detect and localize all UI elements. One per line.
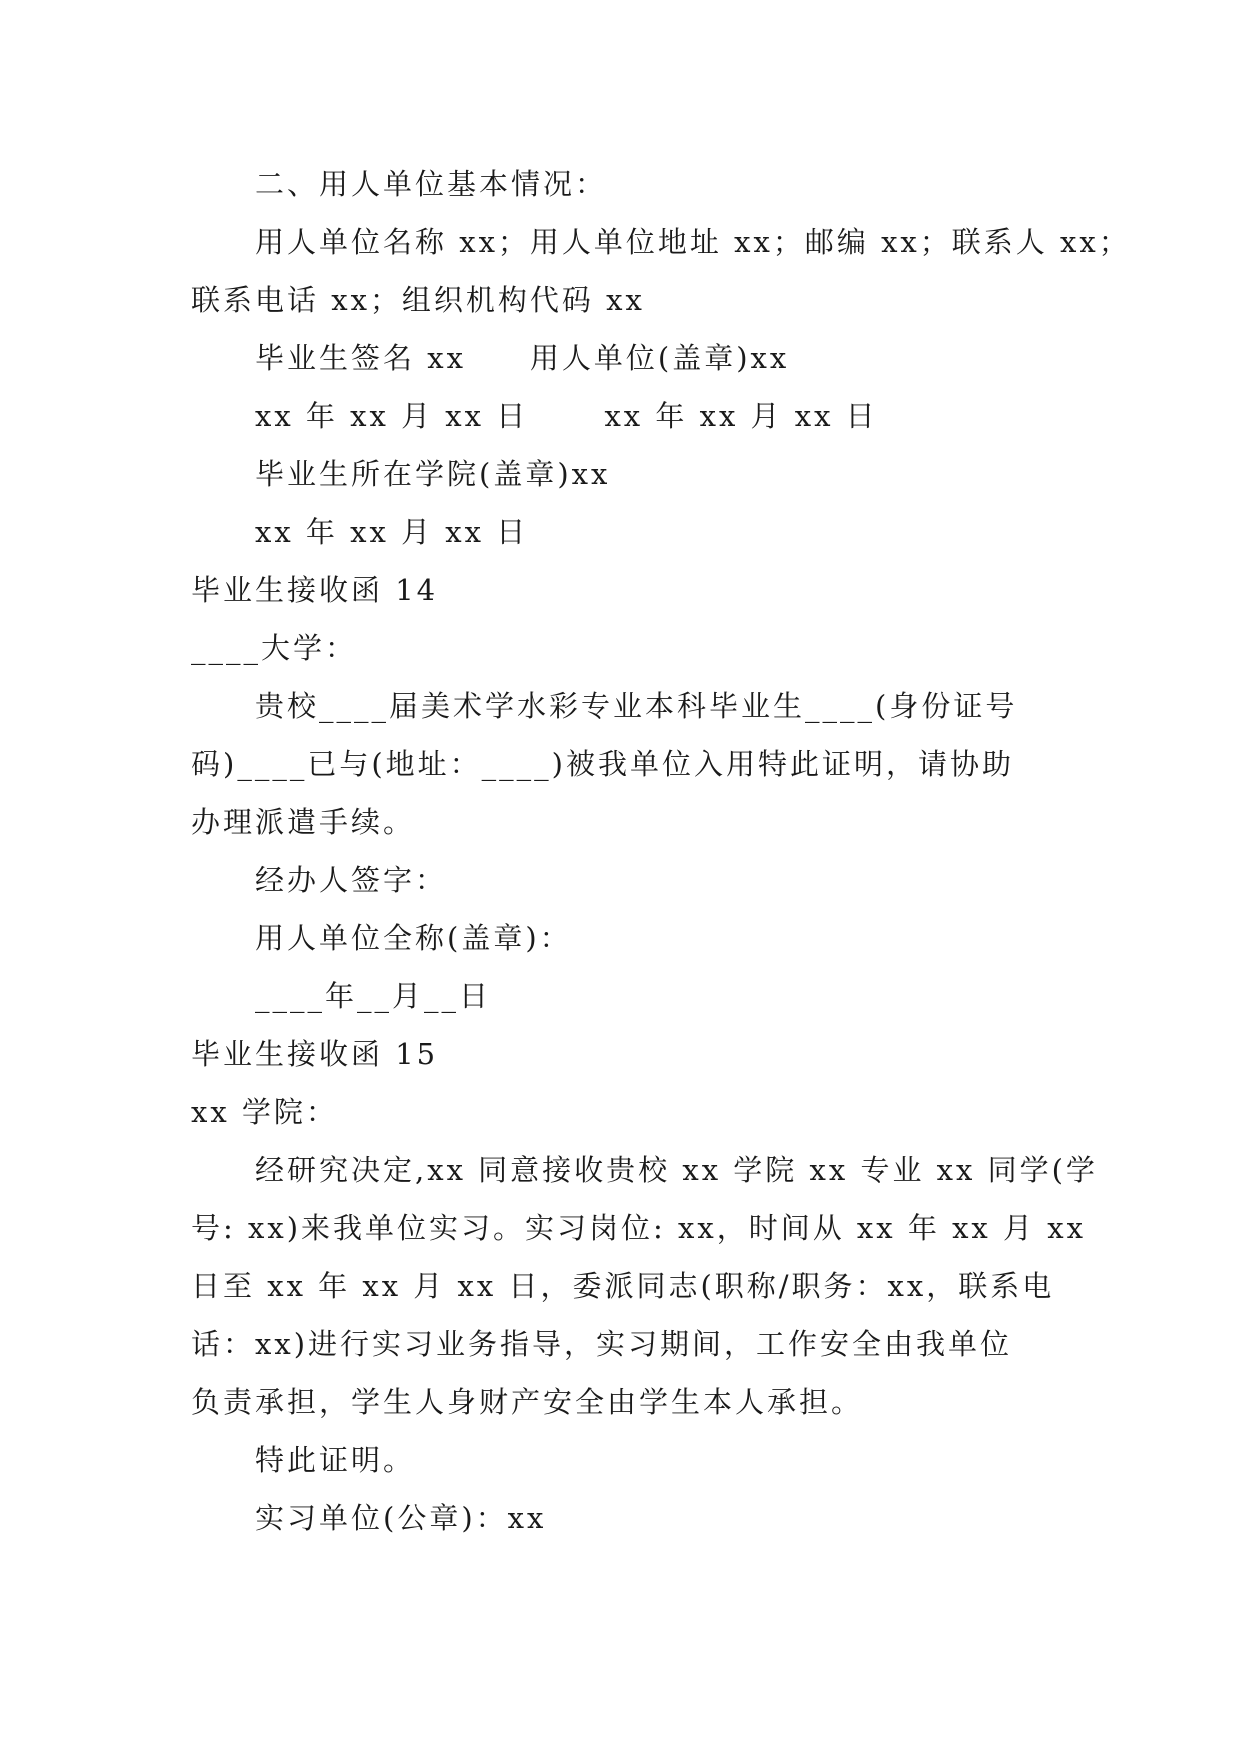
text-line: 经研究决定,xx 同意接收贵校 xx 学院 xx 专业 xx 同学(学 [255, 1153, 1098, 1187]
salutation: xx 学院： [191, 1095, 338, 1129]
text-line: 联系电话 xx；组织机构代码 xx [191, 283, 645, 317]
text-line: 办理派遣手续。 [191, 805, 416, 839]
text-line: 负责承担，学生人身财产安全由学生本人承担。 [191, 1385, 864, 1419]
signature-line: 用人单位全称(盖章)： [255, 921, 572, 955]
signature-line: 经办人签字： [255, 863, 448, 897]
text-line: 话：xx)进行实习业务指导，实习期间，工作安全由我单位 [191, 1327, 1013, 1361]
signature-line: 毕业生所在学院(盖章)xx [255, 457, 611, 491]
date-line: ____年__月__日 [255, 979, 492, 1013]
closing-line: 特此证明。 [255, 1443, 416, 1477]
letter-title: 毕业生接收函 15 [191, 1037, 439, 1071]
date-line: xx 年 xx 月 xx 日 [255, 515, 529, 549]
signature-line: 毕业生签名 xx 用人单位(盖章)xx [255, 341, 790, 375]
signature-line: 实习单位(公章)：xx [255, 1501, 547, 1535]
letter-title: 毕业生接收函 14 [191, 573, 439, 607]
section-heading: 二、用人单位基本情况： [255, 167, 608, 201]
text-line: 码)____已与(地址：____)被我单位入用特此证明，请协助 [191, 747, 1014, 781]
text-line: 贵校____届美术学水彩专业本科毕业生____(身份证号 [255, 689, 1018, 723]
text-line: 用人单位名称 xx；用人单位地址 xx；邮编 xx；联系人 xx； [255, 225, 1131, 259]
document-body [191, 155, 1131, 1547]
date-line: xx 年 xx 月 xx 日 xx 年 xx 月 xx 日 [255, 399, 878, 433]
salutation: ____大学： [191, 631, 358, 665]
text-line: 号: xx)来我单位实习。实习岗位: xx，时间从 xx 年 xx 月 xx [191, 1211, 1086, 1245]
text-line: 日至 xx 年 xx 月 xx 日，委派同志(职称/职务：xx，联系电 [191, 1269, 1055, 1303]
